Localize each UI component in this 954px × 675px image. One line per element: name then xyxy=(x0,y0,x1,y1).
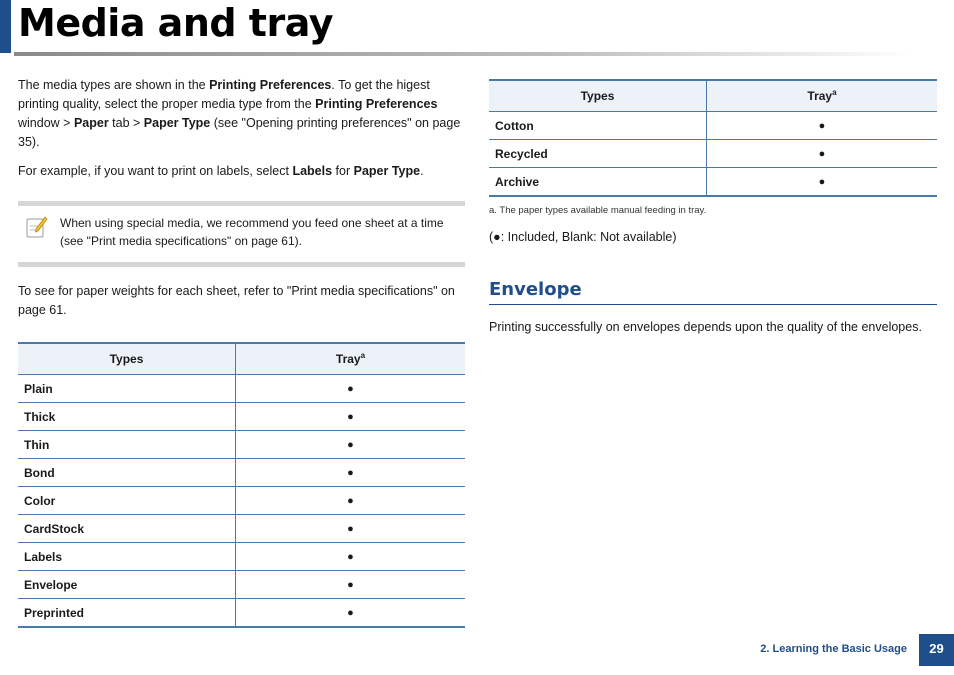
media-type-cell: Plain xyxy=(18,375,236,403)
text-run: tab > xyxy=(108,116,144,130)
text-run: . To get the higest printing quality, select the proper media type from the xyxy=(18,78,430,111)
tray-availability-cell: ● xyxy=(236,487,466,515)
media-type-cell: Color xyxy=(18,487,236,515)
column-header-tray: Tray$^a$ xyxy=(707,80,938,112)
table-row xyxy=(18,599,465,628)
ui-term: Printing Preferences xyxy=(315,97,438,111)
tray-availability-cell: ● xyxy=(236,599,466,628)
tray-availability-cell: ● xyxy=(236,431,466,459)
text-run: (see "Opening printing preferences" on page 35). xyxy=(18,116,461,149)
media-type-cell: Preprinted xyxy=(18,599,236,628)
text-run: for xyxy=(332,164,354,178)
table-row xyxy=(18,403,465,431)
text-run: For example, if you want to print on labels, select xyxy=(18,164,293,178)
media-type-cell: Cotton xyxy=(489,112,707,140)
example-paragraph xyxy=(18,162,465,181)
ui-term: Labels xyxy=(292,164,333,178)
table-row xyxy=(18,543,465,571)
tray-availability-cell: ● xyxy=(236,571,466,599)
table-row xyxy=(489,112,937,140)
table-row xyxy=(489,168,937,197)
media-type-cell: Recycled xyxy=(489,140,707,168)
envelope-text: Printing successfully on envelopes depends upon the quality of the envelopes. xyxy=(489,320,922,334)
text-run: . xyxy=(420,164,424,178)
footnote-marker: a xyxy=(832,88,837,97)
table-footnote: a. The paper types available manual feeding in tray. xyxy=(489,205,707,216)
tray-availability-cell: ● xyxy=(236,403,466,431)
column-header-types: Types xyxy=(18,343,236,375)
table-row xyxy=(18,571,465,599)
left-column xyxy=(18,76,465,620)
footnote-marker: a xyxy=(360,351,366,360)
media-type-cell: Envelope xyxy=(18,571,236,599)
tray-availability-cell: ● xyxy=(236,459,466,487)
table-row xyxy=(18,487,465,515)
ui-term: Printing Preferences xyxy=(209,78,332,92)
ui-term: Paper xyxy=(73,116,109,130)
envelope-heading: Envelope xyxy=(489,279,937,305)
tray-availability-cell: ● xyxy=(707,140,938,168)
table-row xyxy=(18,515,465,543)
title-divider xyxy=(14,52,914,56)
page-title: Media and tray xyxy=(18,1,333,45)
media-types-table-continued xyxy=(489,79,937,197)
footer-section-label: 2. Learning the Basic Usage xyxy=(760,643,907,655)
availability-legend: (●: Included, Blank: Not available) xyxy=(489,230,677,244)
ui-term: Paper Type xyxy=(143,116,211,130)
tray-availability-cell: ● xyxy=(236,515,466,543)
tray-availability-cell: ● xyxy=(707,112,938,140)
note-box xyxy=(18,201,465,267)
media-type-cell: Labels xyxy=(18,543,236,571)
tray-availability-cell: ● xyxy=(236,375,466,403)
media-type-cell: CardStock xyxy=(18,515,236,543)
media-types-table xyxy=(18,342,465,628)
media-type-cell: Bond xyxy=(18,459,236,487)
table-row xyxy=(18,459,465,487)
column-header-types: Types xyxy=(489,80,707,112)
tray-availability-cell: ● xyxy=(707,168,938,197)
table-row xyxy=(489,140,937,168)
intro-paragraph xyxy=(18,76,465,152)
note-pencil-icon xyxy=(26,215,48,239)
media-type-cell: Thin xyxy=(18,431,236,459)
paper-weights-text: To see for paper weights for each sheet, refer to "Print media specifications" on page 61. xyxy=(18,284,455,317)
text-run: The media types are shown in the xyxy=(18,78,210,92)
media-type-cell: Thick xyxy=(18,403,236,431)
title-accent-bar xyxy=(0,0,11,53)
table-row xyxy=(18,431,465,459)
column-header-tray: Tray$^a$ xyxy=(236,343,466,375)
page-number: 29 xyxy=(919,634,954,666)
media-type-cell: Archive xyxy=(489,168,707,197)
table-row xyxy=(18,375,465,403)
media-table-left-wrapper xyxy=(18,342,465,628)
ui-term: Paper Type xyxy=(353,164,421,178)
tray-availability-cell: ● xyxy=(236,543,466,571)
text-run: window > xyxy=(18,116,74,130)
right-column xyxy=(489,79,937,337)
note-text: When using special media, we recommend you feed one sheet at a time (see "Print media specifications" on page 61). xyxy=(60,216,444,248)
